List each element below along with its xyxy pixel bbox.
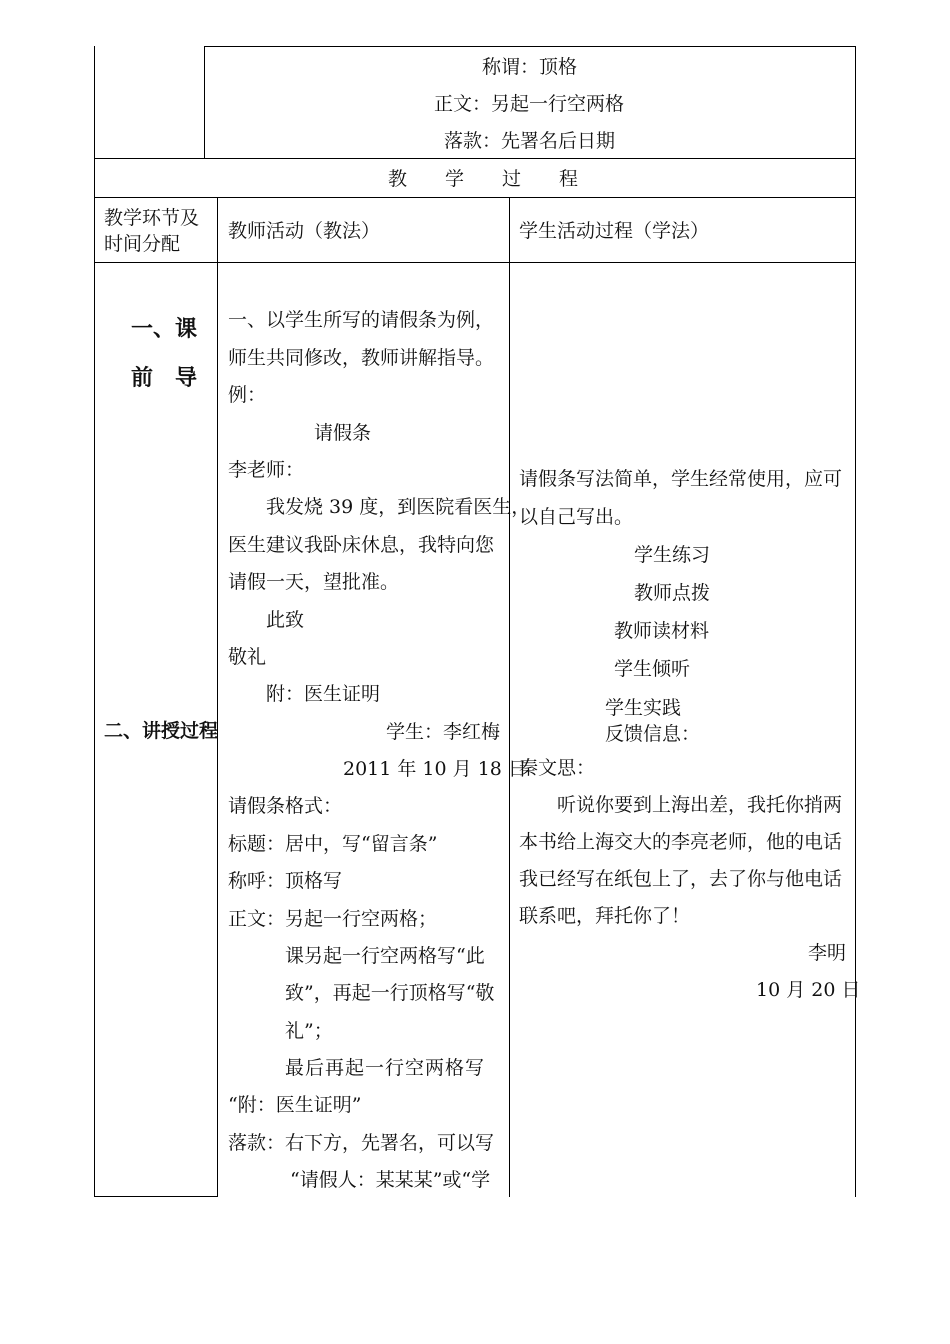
top-line-3: 落款：先署名后日期 <box>444 130 616 152</box>
student-line-1: 请假条写法简单，学生经常使用，应可 <box>519 468 843 490</box>
teacher-line-23: 落款：右下方，先署名，可以写 <box>228 1132 495 1154</box>
section-title: 教 学 过 程 <box>388 168 579 190</box>
student-line-7: 学生实践 <box>605 697 682 719</box>
teacher-line-18: 课另起一行空两格写“此 <box>285 945 485 967</box>
teacher-line-11: 附：医生证明 <box>266 683 381 705</box>
row-divider-1 <box>94 158 856 159</box>
teacher-line-21: 最后再起一行空两格写 <box>285 1057 486 1079</box>
student-line-12: 我已经写在纸包上了，去了你与他电话 <box>519 868 843 890</box>
teacher-line-16: 称呼：顶格写 <box>228 870 343 892</box>
teacher-line-19: 致”，再起一行顶格写“敬 <box>285 982 495 1004</box>
teacher-line-3: 例： <box>228 384 267 406</box>
top-block-top-border <box>204 46 856 47</box>
teacher-line-4: 请假条 <box>314 422 372 444</box>
student-line-2: 以自己写出。 <box>519 506 634 528</box>
teacher-line-10: 敬礼 <box>228 646 267 668</box>
student-line-13: 联系吧，拜托你了！ <box>519 905 691 927</box>
student-line-14: 李明 <box>808 942 847 964</box>
header-col1-line2: 时间分配 <box>104 233 181 255</box>
teacher-line-22: “附：医生证明” <box>228 1094 362 1116</box>
teacher-line-9: 此致 <box>266 609 305 631</box>
student-line-15: 10 月 20 日 <box>756 979 861 1001</box>
teacher-line-13: 2011 年 10 月 18 日 <box>343 758 527 780</box>
teacher-line-8: 请假一天，望批准。 <box>228 571 400 593</box>
col-divider-2 <box>509 197 510 1197</box>
col-divider-1 <box>217 197 218 1197</box>
left-outer-border <box>94 46 95 1197</box>
student-line-10: 听说你要到上海出差，我托你捎两 <box>557 794 843 816</box>
teacher-line-2: 师生共同修改，教师讲解指导。 <box>228 347 495 369</box>
inner-left-border <box>204 46 205 159</box>
header-col2: 教师活动（教法） <box>228 220 381 242</box>
student-line-3: 学生练习 <box>634 544 711 566</box>
stage-1-line2: 前 导 <box>131 366 198 391</box>
teacher-line-24: “请假人：某某某”或“学 <box>290 1169 491 1191</box>
teacher-line-7: 医生建议我卧床休息，我特向您 <box>228 534 495 556</box>
teacher-line-20: 礼”； <box>285 1020 333 1042</box>
teacher-line-1: 一、以学生所写的请假条为例， <box>228 309 495 331</box>
student-line-5: 教师读材料 <box>614 620 710 642</box>
stage-2: 二、讲授过程 <box>104 720 219 742</box>
header-col3: 学生活动过程（学法） <box>519 220 710 242</box>
teacher-line-17: 正文：另起一行空两格； <box>228 908 438 930</box>
teacher-line-15: 标题：居中，写“留言条” <box>228 833 438 855</box>
stage-1-line1: 一、课 <box>131 317 198 342</box>
teacher-line-6: 我发烧 39 度，到医院看医生， <box>266 496 531 518</box>
student-line-11: 本书给上海交大的李亮老师，他的电话 <box>519 831 843 853</box>
student-line-8: 反馈信息： <box>605 723 701 745</box>
top-line-2: 正文：另起一行空两格 <box>434 93 625 115</box>
student-line-9: 秦文思： <box>519 757 596 779</box>
row-divider-2 <box>94 197 856 198</box>
teacher-line-5: 李老师： <box>228 459 305 481</box>
student-line-4: 教师点拨 <box>634 582 711 604</box>
header-col1-line1: 教学环节及 <box>104 207 200 229</box>
right-outer-border <box>855 46 856 1197</box>
bottom-left-border <box>94 1196 218 1197</box>
teacher-line-14: 请假条格式： <box>228 795 343 817</box>
top-line-1: 称谓：顶格 <box>482 56 578 78</box>
student-line-6: 学生倾听 <box>614 658 691 680</box>
teacher-line-12: 学生：李红梅 <box>386 721 501 743</box>
row-divider-3 <box>94 262 856 263</box>
